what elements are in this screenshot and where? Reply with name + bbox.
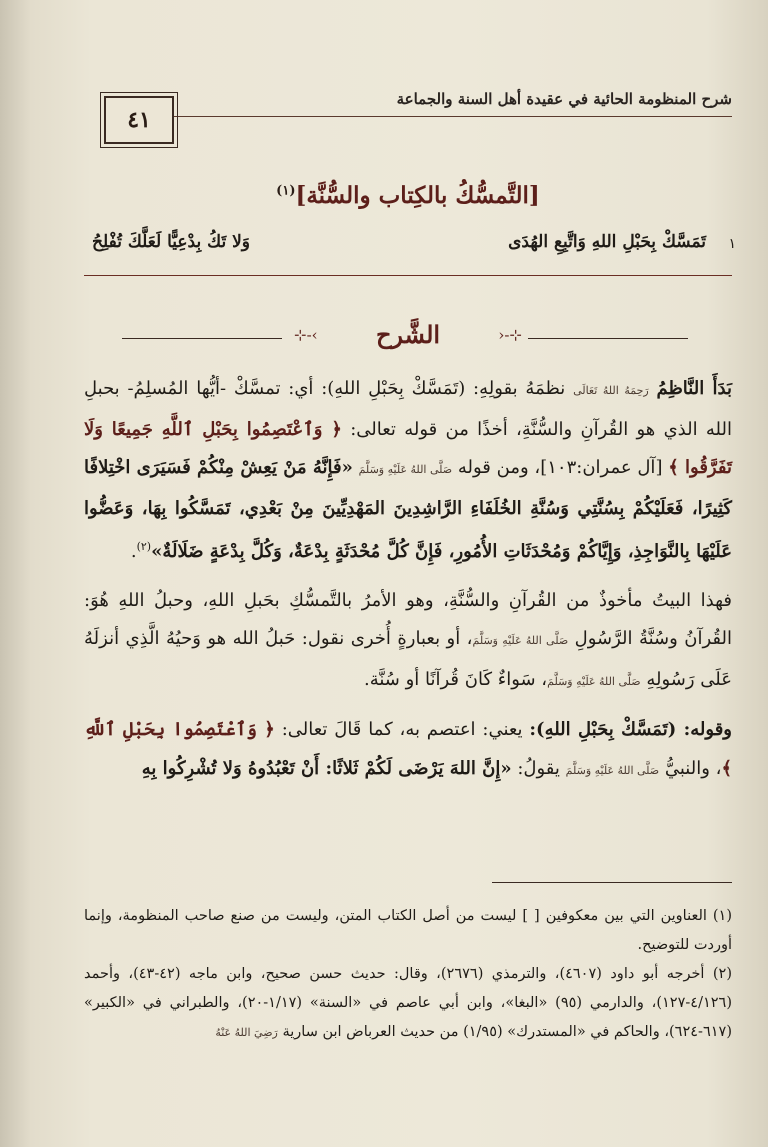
p2-honorific-1: صَلَّى اللهُ عَلَيْهِ وَسَلَّمَ — [472, 634, 569, 647]
verse-first-hemistich: تَمَسَّكْ بِحَبْلِ اللهِ وَاتَّبِعِ الهُدَى — [508, 232, 706, 252]
paragraph-1: بَدَأَ النَّاظِمُ رَحِمَهُ اللهُ تَعَالَى نظمَهُ بقولِهِ: (تَمَسَّكْ بِحَبْلِ اللهِ): أي: تمسَّكْ -أيُّها المُسلِمُ- بحبلِ الله الذي هو القُرآنِ والسُّنَّةِ، أخذًا من قوله تعالى: ﴿ وَٱعْتَصِمُوا بِحَبْلِ ٱللَّهِ جَمِيعًا وَلَا تَفَرَّقُوا ﴾ [آل عمران:١٠٣]، ومن قوله صَلَّى اللهُ عَلَيْهِ وَسَلَّمَ «فَإِنَّهُ مَنْ يَعِشْ مِنْكُمْ فَسَيَرَى اخْتِلافًا كَثِيرًا، فَعَلَيْكُمْ بِسُنَّتِي وَسُنَّةِ الخُلَفَاءِ الرَّاشِدِينَ المَهْدِيِّينَ مِنْ بَعْدِي، تَمَسَّكُوا بِهَا، وَعَضُّوا عَلَيْهَا بِالنَّوَاجِذِ، وَإِيَّاكُمْ وَمُحْدَثَاتِ الأُمُورِ، فَإِنَّ كُلَّ مُحْدَثَةٍ بِدْعَةٌ، وَكُلَّ بِدْعَةٍ ضَلَالَةٌ»$^{(٢)}$. — [84, 378, 732, 562]
footnote-2-honorific: رَضِيَ اللهُ عَنْهُ — [215, 1026, 278, 1039]
header-rule — [154, 116, 732, 117]
p1-text-a: نظمَهُ بقولِهِ: (تَمَسَّكْ بِحَبْلِ اللهِ): أي: تمسَّكْ -أيُّها المُسلِمُ- بحبلِ الله الذي هو القُرآنِ والسُّنَّةِ، أخذًا من قوله تعالى: — [84, 378, 732, 440]
verse-second-hemistich: وَلا تَكُ بِدْعِيًّا لَعَلَّكَ تُفْلِحُ — [92, 232, 251, 252]
footnote-1: (١) العناوين التي بين معكوفين [ ] ليست من أصل الكتاب المتن، وليست من صنع صاحب المنظومة، وإنما أوردت للتوضيح. — [84, 908, 732, 953]
body-text — [84, 370, 732, 800]
p1-footnote-ref: (٢) — [136, 540, 152, 553]
verse-divider — [84, 275, 732, 276]
sharh-ornament-left: ›-⊹ — [294, 326, 318, 344]
paragraph-2 — [84, 582, 732, 702]
p1-honorific-2: صَلَّى اللهُ عَلَيْهِ وَسَلَّمَ — [358, 463, 453, 476]
p1-lead: بَدَأَ النَّاظِمُ — [656, 378, 732, 399]
footnotes — [84, 902, 732, 1047]
p3-lead: وقوله: (تَمَسَّكْ بِحَبْلِ اللهِ): — [529, 719, 732, 740]
section-title — [84, 182, 732, 209]
p3-hadith: «إِنَّ اللهَ يَرْضَى لَكُمْ ثَلاثًا: أَنْ تَعْبُدُوهُ وَلا تُشْرِكُوا بِهِ — [141, 757, 512, 779]
page-number: ٤١ — [104, 96, 174, 144]
footnote-2-text: (٢) أخرجه أبو داود (٤٦٠٧)، والترمذي (٢٦٧٦)، وقال: حديث حسن صحيح، وابن ماجه (٤٢-٤٣)، وأحمد (٤/١٢٦-١٢٧)، والدارمي (٩٥) «البغا»، وابن أبي عاصم في «السنة» (١/١٧-٢٠)، والطبراني في «الكبير» (٦١٧-٦٢٤)، والحاكم في «المستدرك» (١/٩٥) من حديث العرباض ابن سارية — [84, 966, 733, 1040]
section-title-text: [التَّمسُّكُ بالكِتاب والسُّنَّة] — [295, 182, 540, 209]
p3-quran-verse: ﴿ وَٱعْتَصِمُوا بِحَبْلِ ٱللَّهِ ﴾ — [84, 719, 732, 779]
p2-text-c: ، سَواءٌ كَانَ قُرآنًا أو سُنَّة. — [363, 668, 548, 690]
running-title: شرح المنظومة الحائية في عقيدة أهل السنة والجماعة — [396, 90, 732, 108]
p1-hadith: «فَإِنَّهُ مَنْ يَعِشْ مِنْكُمْ فَسَيَرَى اخْتِلافًا كَثِيرًا، فَعَلَيْكُمْ بِسُنَّتِي وَسُنَّةِ الخُلَفَاءِ الرَّاشِدِينَ المَهْدِيِّينَ مِنْ بَعْدِي، تَمَسَّكُوا بِهَا، وَعَضُّوا عَلَيْهَا بِالنَّوَاجِذِ، وَإِيَّاكُمْ وَمُحْدَثَاتِ الأُمُورِ، فَإِنَّ كُلَّ مُحْدَثَةٍ بِدْعَةٌ، وَكُلَّ بِدْعَةٍ ضَلَالَةٌ» — [84, 457, 732, 562]
p2-honorific-2: صَلَّى اللهُ عَلَيْهِ وَسَلَّمَ — [547, 674, 641, 688]
p3-honorific: صَلَّى اللهُ عَلَيْهِ وَسَلَّمَ — [565, 763, 660, 777]
page-header — [84, 84, 732, 144]
sharh-line-left — [122, 338, 282, 339]
p1-text-b: [آل عمران:١٠٣]، ومن قوله — [457, 457, 663, 478]
sharh-title: الشَّرح — [375, 320, 441, 349]
poem-verse — [84, 230, 736, 264]
p2-text-b: ، أو بعبارةٍ أُخرى نقول: حَبلُ الله هو وَحيُهُ الَّذِي أنزلَهُ عَلَى رَسُولِهِ — [84, 628, 732, 690]
verse-number: ١ — [728, 236, 736, 252]
paragraph-3 — [84, 711, 732, 790]
sharh-heading — [84, 320, 732, 356]
p1-honorific-1: رَحِمَهُ اللهُ تَعَالَى — [573, 384, 649, 397]
footnote-2 — [84, 960, 732, 1047]
section-footnote-ref: (١) — [276, 183, 296, 199]
p2-text-a: فهذا البيتُ مأخوذٌ من القُرآنِ والسُّنَّةِ، وهو الأمرُ بالتَّمسُّكِ بحَبلِ اللهِ، وحبلُ اللهِ هُوَ: القُرآنُ وسُنَّةُ الرَّسُولِ — [84, 589, 733, 649]
sharh-ornament-right: ⊹-‹ — [498, 326, 522, 344]
footnote-divider — [492, 882, 732, 883]
p3-text-c: يقولُ: — [517, 757, 560, 779]
book-page — [84, 84, 736, 1134]
p3-text-a: يعني: اعتصم به، كما قَالَ تعالى: — [281, 719, 523, 740]
p1-quran-verse: ﴿ وَٱعْتَصِمُوا بِحَبْلِ ٱللَّهِ جَمِيعًا وَلَا تَفَرَّقُوا ﴾ — [84, 418, 732, 478]
p3-text-b: ، والنبيُّ — [664, 757, 722, 779]
